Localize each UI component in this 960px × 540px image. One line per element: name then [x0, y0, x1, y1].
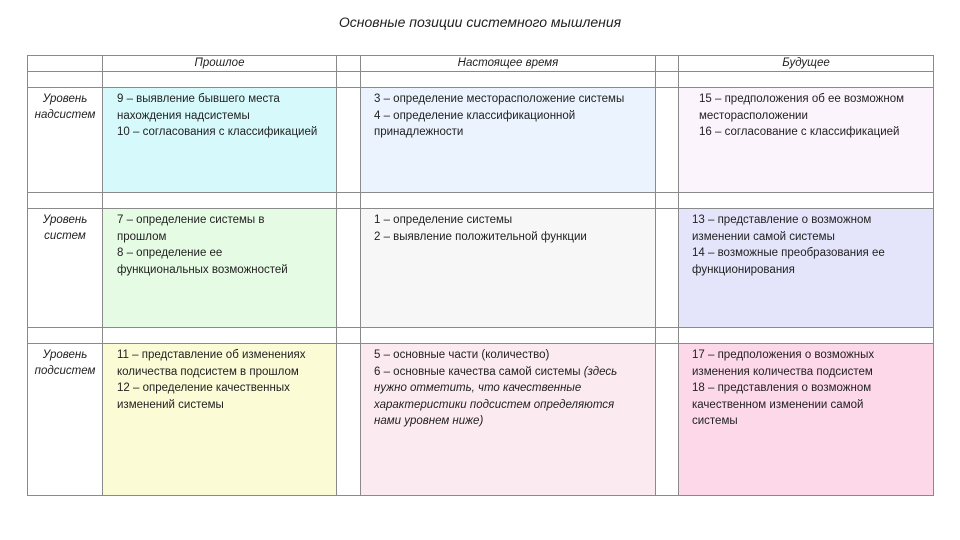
cell-text-line: 2 – выявление положительной функции	[374, 230, 587, 243]
level-label-line: подсистем	[34, 365, 96, 377]
cell-text-line: 5 – основные части (количество)	[374, 349, 550, 361]
spacer-cell	[102, 327, 337, 344]
level-label-line: Уровень	[42, 214, 88, 226]
cell-text-line: изменении самой системы	[692, 230, 835, 243]
spacer-cell	[336, 71, 361, 88]
cell-system-past	[102, 208, 337, 328]
cell-text-line: прошлом	[117, 230, 167, 243]
cell-super-past	[102, 87, 337, 193]
spacer-cell	[27, 327, 103, 344]
level-label-line: Уровень	[42, 349, 88, 361]
level-label-super	[27, 87, 103, 193]
cell-text-line: 9 – выявление бывшего места	[117, 93, 280, 105]
cell-system-future	[678, 208, 934, 328]
header-gap-cell	[336, 55, 361, 72]
cell-text-line: 7 – определение системы в	[117, 214, 265, 226]
cell-text-line: 15 – предположения об ее возможном	[699, 93, 905, 105]
cell-text-line: 3 – определение месторасположение системы	[374, 93, 625, 105]
spacer-cell	[102, 192, 337, 209]
cell-text-line: количества подсистем в прошлом	[117, 365, 299, 378]
spacer-cell	[360, 192, 656, 209]
spacer-cell	[678, 327, 934, 344]
cell-text-note: (здесь	[583, 365, 618, 378]
cell-text-line: 13 – представление о возможном	[692, 214, 872, 226]
cell-text-line	[374, 364, 655, 381]
spacer-cell	[336, 327, 361, 344]
column-header-past: Прошлое	[102, 55, 337, 72]
gap-cell	[336, 87, 361, 193]
cell-text-line: 17 – предположения о возможных	[692, 349, 875, 361]
cell-text-line: 18 – представления о возможном	[692, 382, 872, 394]
cell-sub-past	[102, 343, 337, 496]
column-header-future: Будущее	[678, 55, 934, 72]
cell-system-present	[360, 208, 656, 328]
header-corner-cell	[27, 55, 103, 72]
spacer-cell	[27, 192, 103, 209]
spacer-cell	[678, 71, 934, 88]
cell-text-note: нами уровнем ниже)	[374, 415, 484, 427]
spacer-cell	[360, 327, 656, 344]
cell-text-line: 1 – определение системы	[374, 214, 513, 226]
cell-text-line: 14 – возможные преобразования ее	[692, 247, 885, 259]
cell-text-line: нахождения надсистемы	[117, 109, 250, 122]
spacer-cell	[360, 71, 656, 88]
gap-cell	[655, 343, 679, 496]
gap-cell	[336, 208, 361, 328]
gap-cell	[655, 87, 679, 193]
spacer-cell	[655, 327, 679, 344]
spacer-cell	[655, 192, 679, 209]
cell-text-line: изменений системы	[117, 398, 224, 411]
cell-text-line: 11 – представление об изменениях	[117, 349, 306, 361]
cell-text-line: функционирования	[692, 263, 795, 276]
cell-text-line: функциональных возможностей	[117, 263, 288, 276]
level-label-line: систем	[44, 230, 86, 242]
cell-text-line: 12 – определение качественных	[117, 382, 290, 394]
cell-text-line: системы	[692, 415, 738, 427]
cell-sub-future	[678, 343, 934, 496]
cell-text-line: месторасположении	[699, 109, 808, 122]
cell-sub-present	[360, 343, 656, 496]
spacer-cell	[678, 192, 934, 209]
cell-text-note: нужно отметить, что качественные	[374, 382, 582, 394]
cell-super-present	[360, 87, 656, 193]
cell-text-normal: 6 – основные качества самой системы	[374, 365, 584, 378]
gap-cell	[655, 208, 679, 328]
cell-super-future	[678, 87, 934, 193]
spacer-cell	[655, 71, 679, 88]
level-label-line: надсистем	[34, 109, 96, 121]
header-gap-cell	[655, 55, 679, 72]
cell-text-line: 8 – определение ее	[117, 247, 223, 259]
column-header-present: Настоящее время	[360, 55, 656, 72]
cell-text-note: характеристики подсистем определяются	[374, 398, 615, 411]
cell-text-line: 16 – согласование с классификацией	[699, 126, 900, 138]
cell-text-line: 4 – определение классификационной	[374, 109, 576, 122]
level-label-sub	[27, 343, 103, 496]
spacer-cell	[27, 71, 103, 88]
level-label-line: Уровень	[42, 93, 88, 105]
spacer-cell	[102, 71, 337, 88]
spacer-cell	[336, 192, 361, 209]
cell-text-line: качественном изменении самой	[692, 398, 864, 411]
level-label-system	[27, 208, 103, 328]
gap-cell	[336, 343, 361, 496]
cell-text-line: 10 – согласования с классификацией	[117, 126, 318, 138]
cell-text-line: изменения количества подсистем	[692, 365, 873, 378]
cell-text-line: принадлежности	[374, 126, 464, 138]
page-title: Основные позиции системного мышления	[338, 14, 622, 30]
